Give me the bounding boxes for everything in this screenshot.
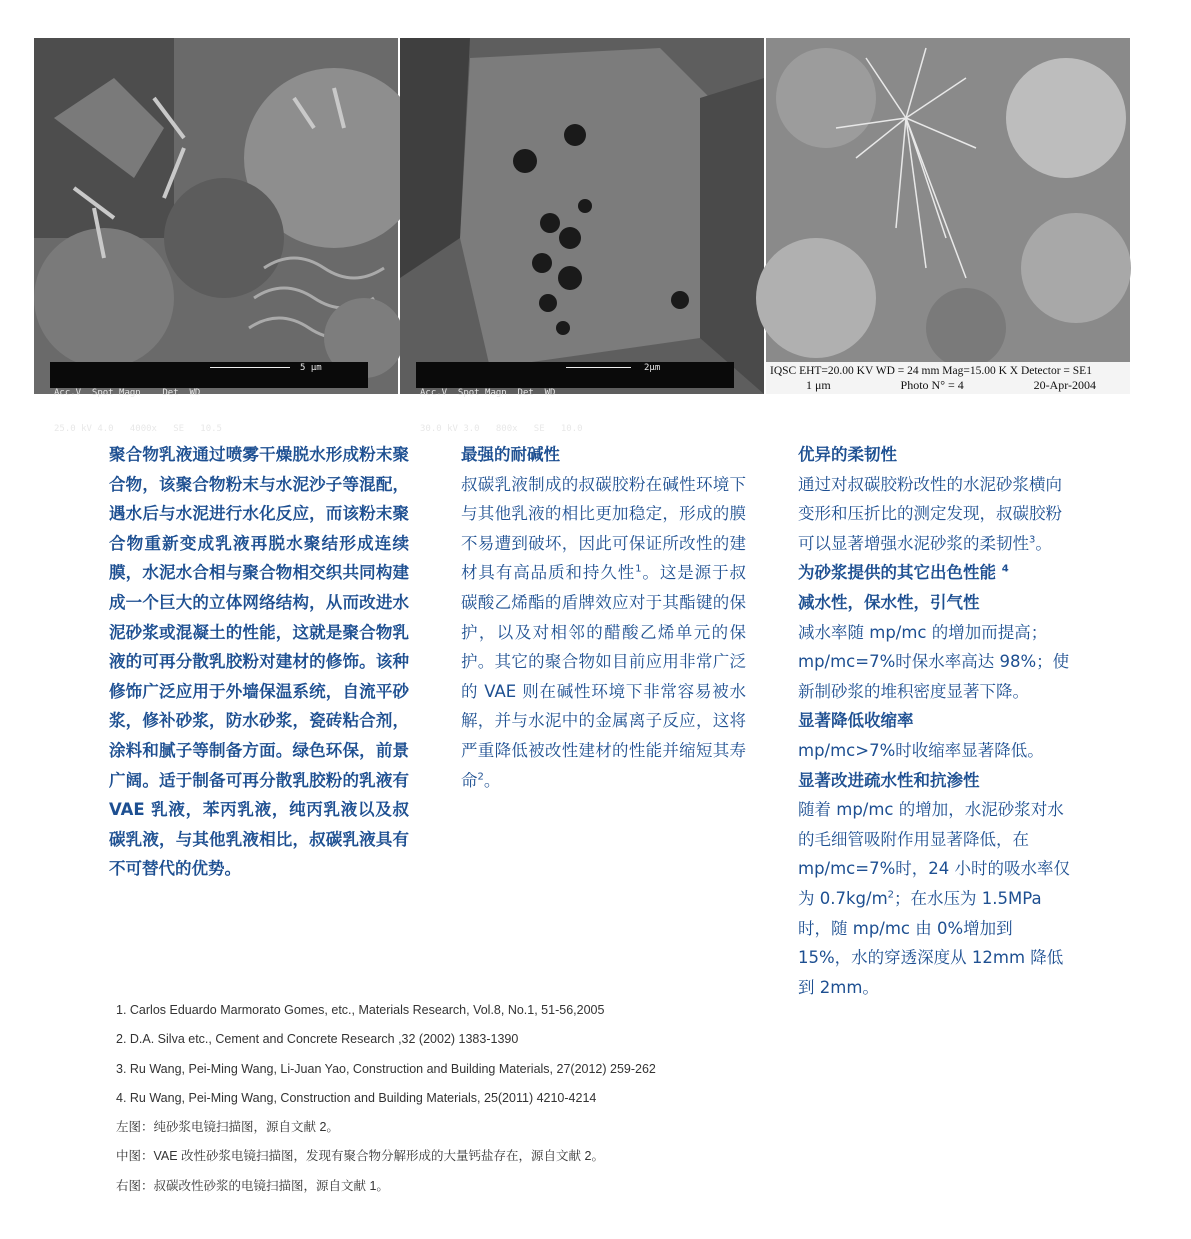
sem-right-photo-no: Photo N° = 4 [900,378,964,392]
sem-middle-texture [400,38,764,394]
water-reduction-text: 减水率随 mp/mc 的增加而提高；mp/mc=7%时保水率高达 98%；使新制砂浆的堆积密度显著下降。 [798,622,1070,701]
hydrophobicity-text-part2: ；在水压为 1.5MPa 时，随 mp/mc 由 0%增加到 15%，水的穿透深度从 12mm 降低到 2mm。 [798,888,1064,997]
flexibility-text [798,470,1070,559]
alkali-resistance-column [461,440,746,795]
shrinkage-heading: 显著降低收缩率 [798,711,914,731]
sem-right-texture [766,38,1130,394]
scale-line [210,367,290,368]
hydrophobicity-text [798,795,1070,1002]
sem-left-scalebar [50,362,368,434]
scale-line [566,367,631,368]
alkali-heading: 最强的耐碱性 [461,445,560,464]
sem-image-middle [400,38,764,434]
flexibility-text-end: 。 [1035,533,1052,553]
flexibility-column [798,440,1070,1002]
sem-right-info-a: IQSC EHT=20.00 KV WD = 24 mm Mag=15.00 K X Detector = SE1 [770,365,1092,377]
sem-left-bar-line1: Acc.V Spot Magn Det WD [54,388,201,398]
alkali-text-end: 。 [483,770,501,790]
sem-middle-bar-line2: 30.0 kV 3.0 800x SE 10.0 [420,424,583,434]
hydrophobicity-heading: 显著改进疏水性和抗渗性 [798,770,980,790]
ref-sup: 2 [887,889,895,901]
sem-middle-scalebar [416,362,734,434]
ref-sup: 3 [1029,534,1036,546]
reference-item: 2. D.A. Silva etc., Cement and Concrete Research ,32 (2002) 1383-1390 [116,1032,519,1047]
sem-right-scale: 1 μm [806,378,831,392]
hydrophobicity-text-part1: 随着 mp/mc 的增加，水泥砂浆对水的毛细管吸附作用显著降低，在 mp/mc=7%时，24 小时的吸水率仅为 0.7kg/m [798,800,1070,908]
sem-left-bar-line2: 25.0 kV 4.0 4000x SE 10.5 [54,424,222,434]
ref-sup: 4 [1001,563,1009,575]
ref-sup: 1 [635,563,642,575]
references [116,1000,656,1205]
reference-item: 1. Carlos Eduardo Marmorato Gomes, etc., Materials Research, Vol.8, No.1, 51-56,2005 [116,1003,605,1017]
flexibility-heading: 优异的柔韧性 [798,445,897,464]
water-reduction-heading: 减水性，保水性，引气性 [798,592,980,612]
sem-middle-scale: 2μm [644,363,661,373]
reference-item: 4. Ru Wang, Pei-Ming Wang, Construction and Building Materials, 25(2011) 4210-4214 [116,1090,597,1105]
caption-left: 左图：纯砂浆电镜扫描图，源自文献 2。 [116,1120,339,1135]
alkali-text-part2: 。这是源于叔碳酸乙烯酯的盾牌效应对于其酯键的保护，以及对相邻的醋酸乙烯单元的保护。其它的聚合物如目前应用非常广泛的 VAE 则在碱性环境下非常容易被水解，并与水泥中的金属离子反应，这将严重降低被改性建材的性能并缩短其寿命 [461,563,746,790]
sem-right-infobar [766,362,1130,394]
alkali-text-part1: 叔碳乳液制成的叔碳胶粉在碱性环境下与其他乳液的相比更加稳定，形成的膜不易遭到破坏，因此可保证所改性的建材具有高品质和持久性 [461,474,746,583]
other-properties-heading-text: 为砂浆提供的其它出色性能 [798,563,996,583]
other-properties-heading [798,558,1070,588]
sem-left-scale: 5 μm [300,363,322,373]
sem-right-date: 20-Apr-2004 [1033,378,1096,392]
sem-left-texture [34,38,398,394]
flexibility-text-body: 通过对叔碳胶粉改性的水泥砂浆横向变形和压折比的测定发现，叔碳胶粉可以显著增强水泥砂浆的柔韧性 [798,474,1062,553]
ref-sup: 2 [477,771,484,783]
sem-middle-bar-line1: Acc.V Spot Magn Det WD [420,388,556,398]
sem-image-right [766,38,1130,394]
sem-right-info-b [770,378,1126,392]
alkali-text [461,470,746,796]
caption-right: 右图：叔碳改性砂浆的电镜扫描图，源自文献 1。 [116,1178,389,1193]
reference-item: 3. Ru Wang, Pei-Ming Wang, Li-Juan Yao, Construction and Building Materials, 27(2012) 259-262 [116,1061,656,1076]
sem-image-left [34,38,398,434]
caption-middle: 中图：VAE 改性砂浆电镜扫描图，发现有聚合物分解形成的大量钙盐存在，源自文献 2。 [116,1149,604,1164]
intro-text: 聚合物乳液通过喷雾干燥脱水形成粉末聚合物，该聚合物粉末与水泥沙子等混配，遇水后与水泥进行水化反应，而该粉末聚合物重新变成乳液再脱水聚结形成连续膜，水泥水合相与聚合物相交织共同构建成一个巨大的立体网络结构，从而改进水泥砂浆或混凝土的性能，这就是聚合物乳液的可再分散乳胶粉对建材的修饰。该种修饰广泛应用于外墙保温系统，自流平砂浆，修补砂浆，防水砂浆，瓷砖粘合剂，涂料和腻子等制备方面。绿色环保，前景广阔。适于制备可再分散乳胶粉的乳液有VAE 乳液，苯丙乳液，纯丙乳液以及叔碳乳液，与其他乳液相比，叔碳乳液具有不可替代的优势。 [109,445,409,879]
shrinkage-text: mp/mc>7%时收缩率显著降低。 [798,740,1044,760]
intro-column [109,440,409,884]
